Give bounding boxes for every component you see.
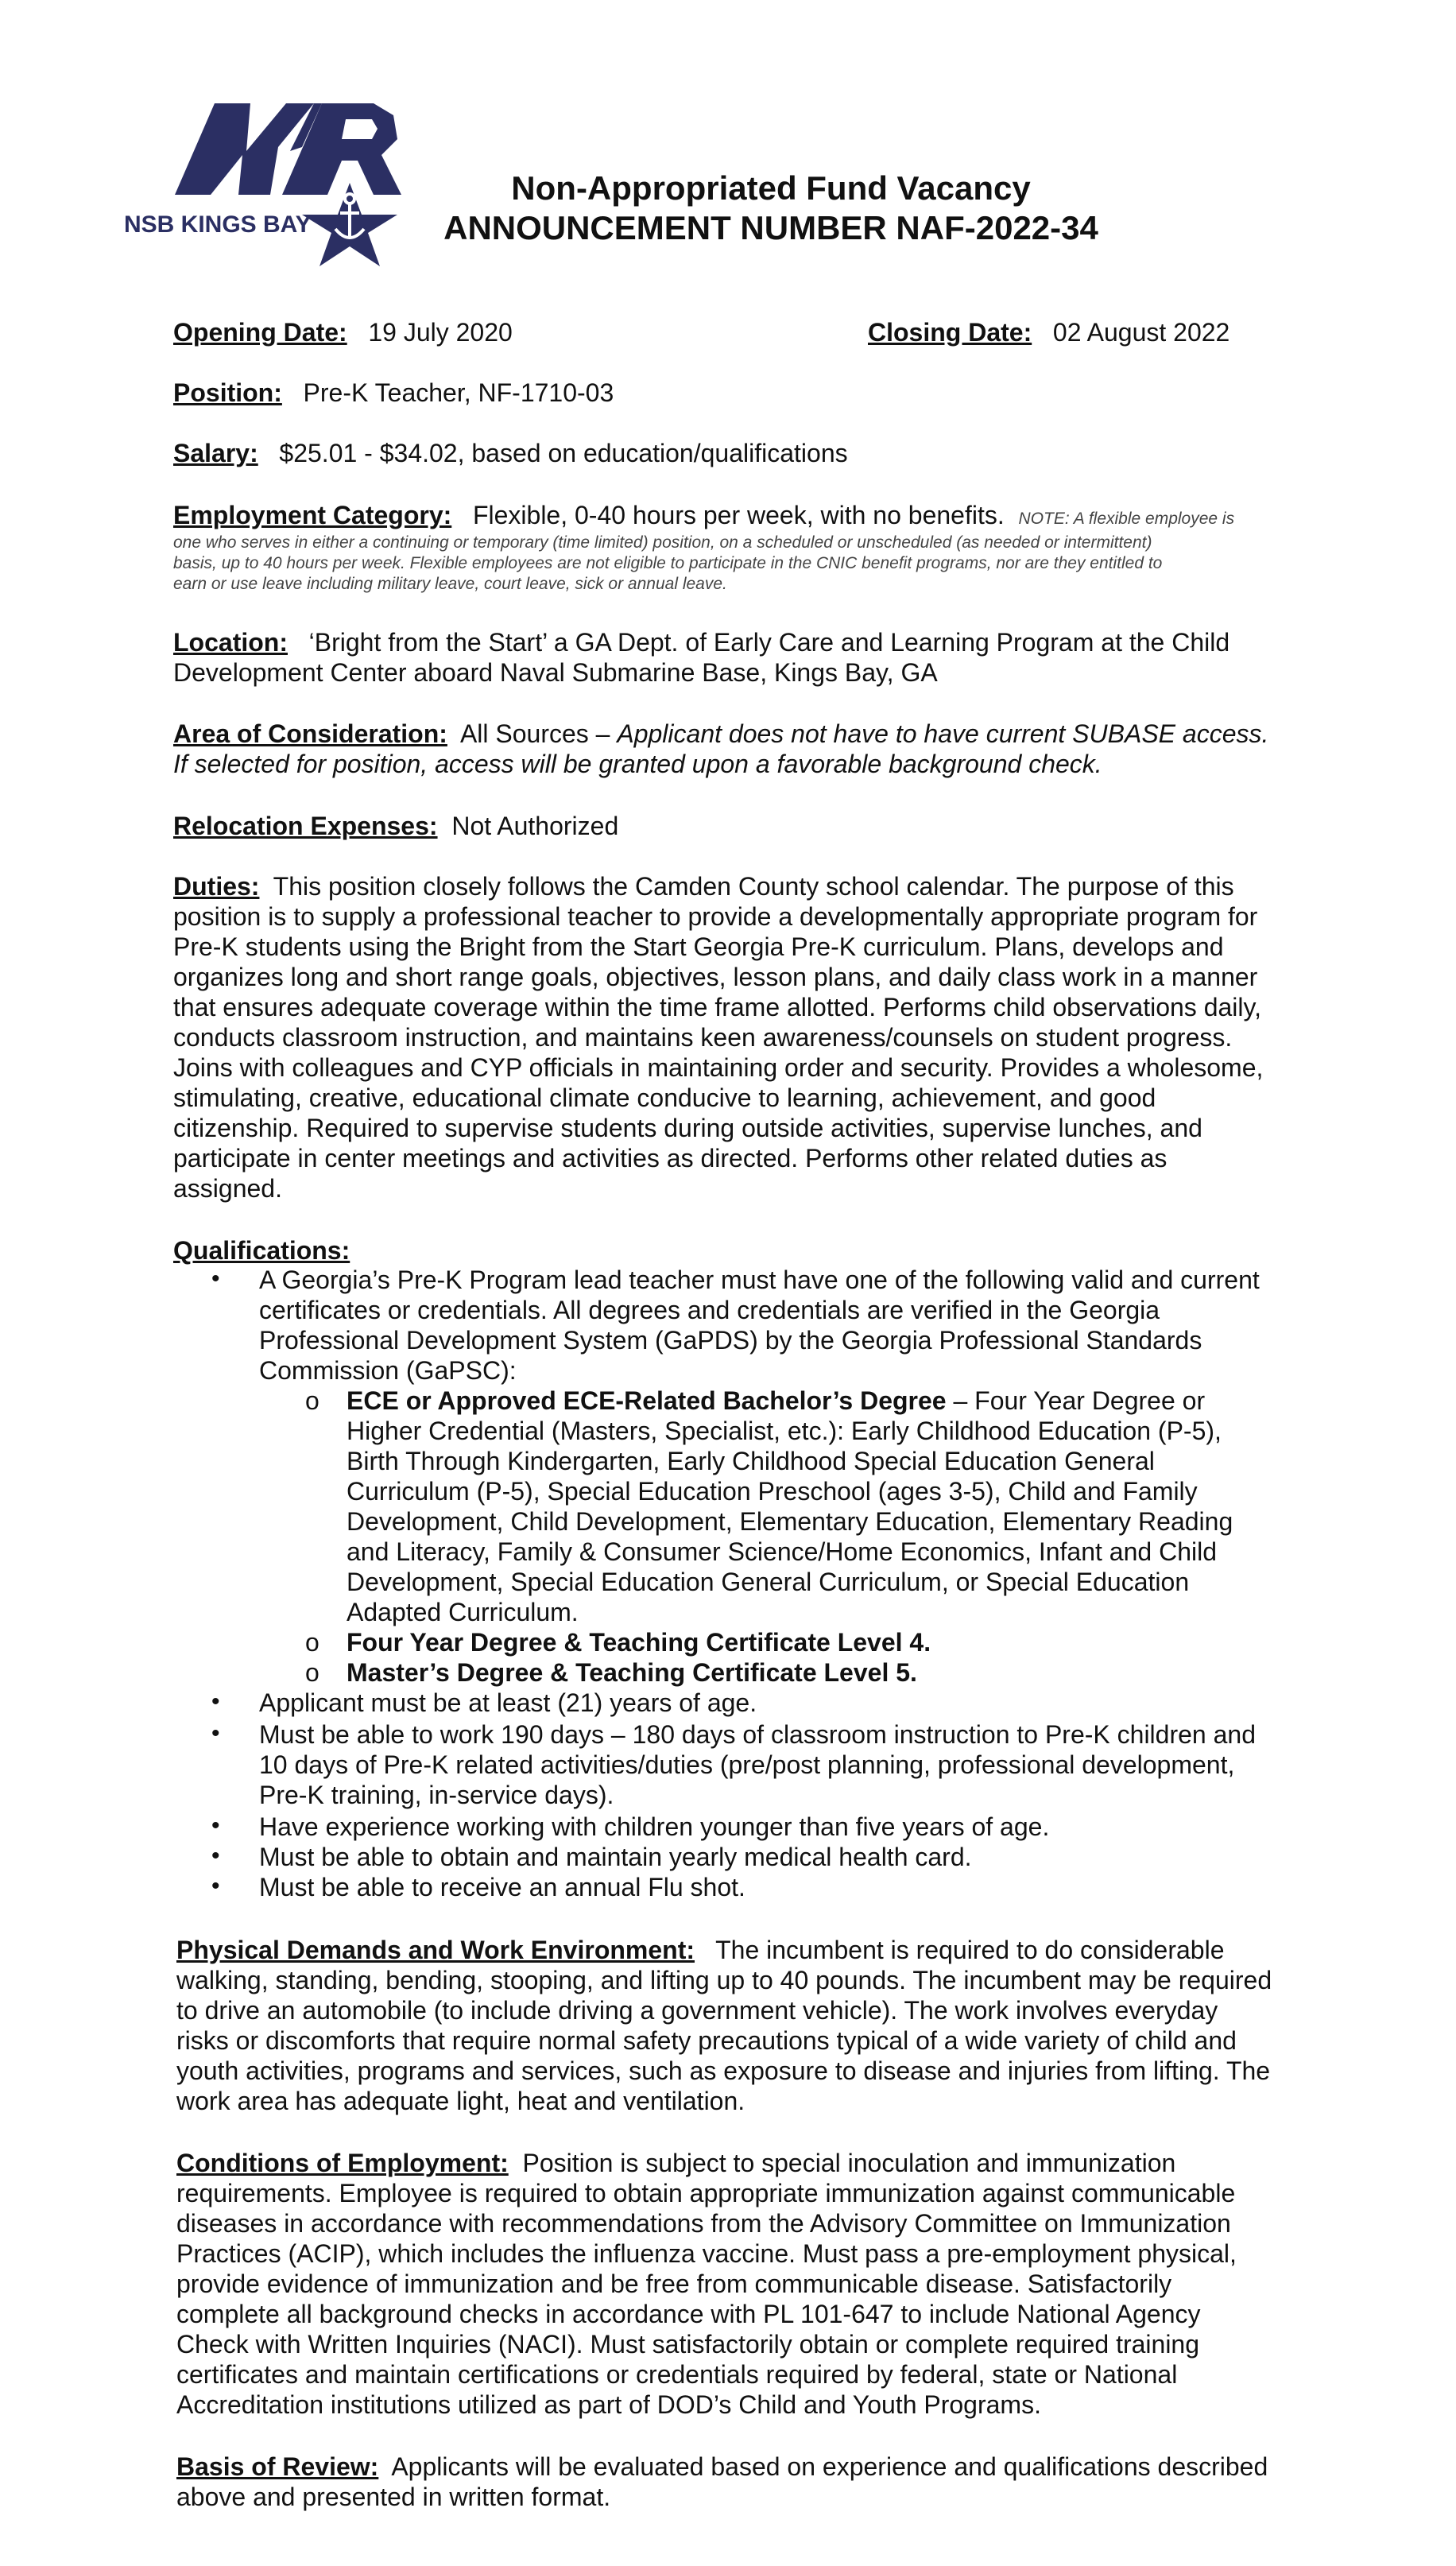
bullet-icon: • — [211, 1266, 220, 1292]
duties: Duties: This position closely follows the Camden County school calendar. The purpose of this — [173, 872, 1234, 901]
sub-qualification-line: Curriculum (P-5), Special Education Preschool (ages 3-5), Child and Family — [347, 1477, 1198, 1506]
duties-line: organizes long and short range goals, objectives, lesson plans, and daily class work in a manner — [173, 963, 1258, 991]
relocation-expenses: Relocation Expenses: Not Authorized — [173, 812, 619, 840]
sub-qualification: Four Year Degree & Teaching Certificate Level 4. — [347, 1628, 931, 1657]
circle-bullet-icon: o — [305, 1386, 319, 1415]
conditions-line: requirements. Employee is required to obtain appropriate immunization against communicable — [176, 2179, 1236, 2207]
sub-qualification-line: and Literacy, Family & Consumer Science/Home Economics, Infant and Child — [347, 1537, 1217, 1566]
physical-demands: Physical Demands and Work Environment: The incumbent is required to do considerable — [176, 1936, 1225, 1964]
sub-qualification-line: Birth Through Kindergarten, Early Childhood Special Education General — [347, 1447, 1155, 1475]
qualification-line: Professional Development System (GaPDS) by the Georgia Professional Standards — [259, 1326, 1202, 1355]
employment-note-line: one who serves in either a continuing or temporary (time limited) position, on a scheduled or unscheduled (as needed or intermittent) — [173, 533, 1152, 552]
conditions-line: provide evidence of immunization and be free from communicable disease. Satisfactorily — [176, 2269, 1172, 2298]
circle-bullet-icon: o — [305, 1658, 319, 1687]
conditions-line: complete all background checks in accordance with PL 101-647 to include National Agency — [176, 2300, 1201, 2328]
sub-qualification-line: Higher Credential (Masters, Specialist, etc.): Early Childhood Education (P-5), — [347, 1417, 1222, 1445]
qualification-line: certificates or credentials. All degrees and credentials are verified in the Georgia — [259, 1296, 1160, 1324]
circle-bullet-icon: o — [305, 1628, 319, 1657]
qualification-line: Commission (GaPSC): — [259, 1356, 517, 1385]
closing-date: Closing Date: 02 August 2022 — [868, 318, 1230, 347]
position: Position: Pre-K Teacher, NF-1710-03 — [173, 378, 614, 407]
duties-line: Joins with colleagues and CYP officials in maintaining order and security. Provides a wholesome, — [173, 1053, 1264, 1082]
duties-line: assigned. — [173, 1174, 282, 1203]
employment-note-line: basis, up to 40 hours per week. Flexible employees are not eligible to participate in the CNIC benefit programs, nor are they entitled to — [173, 554, 1163, 572]
bullet-icon: • — [211, 1843, 220, 1869]
duties-line: position is to supply a professional teacher to provide a developmentally appropriate program for — [173, 902, 1258, 931]
area-of-consideration: Area of Consideration: All Sources – Applicant does not have to have current SUBASE access. — [173, 719, 1269, 748]
location: Location: ‘Bright from the Start’ a GA Dept. of Early Care and Learning Program at the Child — [173, 628, 1230, 657]
sub-qualification: ECE or Approved ECE-Related Bachelor’s Degree – Four Year Degree or — [347, 1386, 1206, 1415]
qualification-item: Must be able to obtain and maintain yearly medical health card. — [259, 1843, 972, 1871]
physical-line: walking, standing, bending, stooping, and lifting up to 40 pounds. The incumbent may be required — [176, 1966, 1272, 1994]
qualifications-heading: Qualifications: — [173, 1236, 350, 1265]
location-line: Development Center aboard Naval Submarine Base, Kings Bay, GA — [173, 658, 938, 687]
conditions-line: diseases in accordance with recommendations from the Advisory Committee on Immunization — [176, 2209, 1231, 2238]
bullet-icon: • — [211, 1873, 220, 1899]
duties-line: citizenship. Required to supervise students during outside activities, supervise lunches, and — [173, 1114, 1202, 1142]
employment-category: Employment Category: Flexible, 0-40 hours per week, with no benefits. NOTE: A flexible employee is — [173, 501, 1235, 529]
bullet-icon: • — [211, 1720, 220, 1746]
qualification-item: Applicant must be at least (21) years of age. — [259, 1688, 757, 1717]
duties-line: conducts classroom instruction, and maintains keen awareness/counsels on student progress. — [173, 1023, 1233, 1052]
qualification-item: Must be able to receive an annual Flu shot. — [259, 1873, 745, 1901]
sub-qualification: Master’s Degree & Teaching Certificate Level 5. — [347, 1658, 917, 1687]
conditions-line: Practices (ACIP), which includes the influenza vaccine. Must pass a pre-employment physical, — [176, 2239, 1237, 2268]
physical-line: to drive an automobile (to include driving a government vehicle). The work involves everyday — [176, 1996, 1218, 2025]
qualification-item: Have experience working with children younger than five years of age. — [259, 1812, 1050, 1841]
sub-qualification-line: Development, Special Education General Curriculum, or Special Education — [347, 1568, 1190, 1596]
physical-line: youth activities, programs and services, such as exposure to disease and injuries from lifting. The — [176, 2056, 1271, 2085]
sub-qualification-line: Adapted Curriculum. — [347, 1598, 579, 1626]
qualification-item: A Georgia’s Pre-K Program lead teacher must have one of the following valid and current — [259, 1266, 1260, 1294]
announcement-number: ANNOUNCEMENT NUMBER NAF-2022-34 — [443, 209, 1098, 246]
conditions-of-employment: Conditions of Employment: Position is subject to special inoculation and immunization — [176, 2149, 1176, 2177]
duties-line: Pre-K students using the Bright from the Start Georgia Pre-K curriculum. Plans, develops and — [173, 932, 1224, 961]
duties-line: participate in center meetings and activities as directed. Performs other related duties as — [173, 1144, 1168, 1173]
duties-line: that ensures adequate coverage within the time frame allotted. Performs child observations daily, — [173, 993, 1262, 1021]
physical-line: work area has adequate light, heat and ventilation. — [176, 2087, 745, 2115]
bullet-icon: • — [211, 1688, 220, 1715]
announcement-header — [389, 169, 1152, 248]
opening-date: Opening Date: 19 July 2020 — [173, 318, 513, 347]
qualification-item: Must be able to work 190 days – 180 days of classroom instruction to Pre-K children and — [259, 1720, 1256, 1749]
mwr-logo — [119, 95, 421, 270]
conditions-line: Accreditation institutions utilized as part of DOD’s Child and Youth Programs. — [176, 2390, 1041, 2419]
conditions-line: certificates and maintain certifications or credentials required by federal, state or National — [176, 2360, 1178, 2389]
qualification-line: 10 days of Pre-K related activities/duties (pre/post planning, professional development, — [259, 1750, 1235, 1779]
duties-line: stimulating, creative, educational climate conducive to learning, achievement, and good — [173, 1083, 1156, 1112]
bullet-icon: • — [211, 1812, 220, 1839]
physical-line: risks or discomforts that require normal safety precautions typical of a wide variety of child and — [176, 2026, 1237, 2055]
salary: Salary: $25.01 - $34.02, based on education/qualifications — [173, 439, 848, 467]
qualification-line: Pre-K training, in-service days). — [259, 1781, 614, 1809]
review-line: above and presented in written format. — [176, 2483, 611, 2511]
employment-note-line: earn or use leave including military leave, court leave, sick or annual leave. — [173, 575, 727, 593]
area-note: If selected for position, access will be granted upon a favorable background check. — [173, 750, 1102, 778]
logo-text: NSB KINGS BAY — [124, 211, 312, 238]
header-title: Non-Appropriated Fund Vacancy — [511, 169, 1031, 207]
sub-qualification-line: Development, Child Development, Elementary Education, Elementary Reading — [347, 1507, 1233, 1536]
conditions-line: Check with Written Inquiries (NACI). Must satisfactorily obtain or complete required training — [176, 2330, 1200, 2359]
basis-of-review: Basis of Review: Applicants will be evaluated based on experience and qualifications described — [176, 2452, 1268, 2481]
